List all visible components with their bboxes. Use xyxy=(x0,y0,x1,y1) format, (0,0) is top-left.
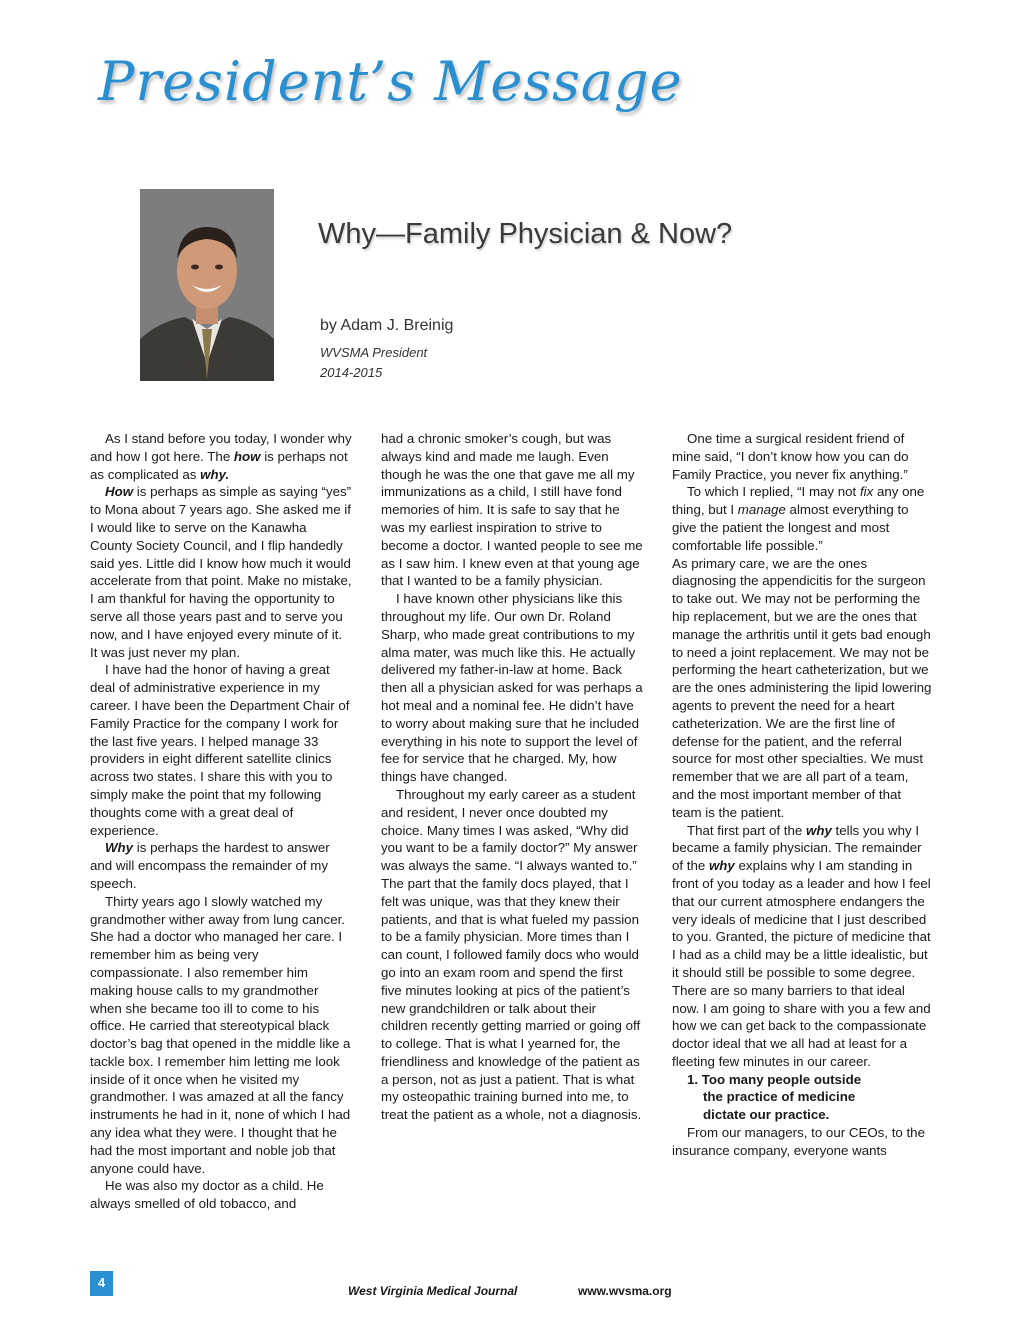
paragraph: To which I replied, “I may not fix any one thing, but I manage almost everything to give the patient the longest and most comfortable life possible.” xyxy=(672,484,925,553)
article-column-3 xyxy=(672,430,934,1160)
paragraph: One time a surgical resident friend of mine said, “I don’t know how you can do Family Practice, you never fix anything.” xyxy=(672,431,909,482)
paragraph: had a chronic smoker’s cough, but was always kind and made me laugh. Even though he was the one that gave me all my immunizations as a child, I still have fond memories of him. It is safe to say that he was my earliest inspiration to strive to become a doctor. I wanted people to see me as I saw him. I knew even at that young age that I wanted to be a family physician. xyxy=(381,431,643,589)
section-heading: 1. Too many people outside the practice of medicine dictate our practice. xyxy=(687,1071,862,1123)
author-role xyxy=(320,343,427,383)
website-url: www.wvsma.org xyxy=(578,1284,672,1298)
paragraph: Throughout my early career as a student and resident, I never once doubted my choice. Many times I was asked, “Why did you want to be a family doctor?” My answer was always the same. “I always wanted to.” The part that the family docs played, that I felt was unique, was that they knew their patients, and that is what fueled my passion to be a family physician. More times than I can count, I followed family docs who would go into an exam room and spend the first five minutes looking at pics of the patient’s new grandchildren or talk about their children recently getting married or going off to college. That is what I yearned for, the friendliness and knowledge of the patient as a person, not as just a patient. That is what my osteopathic training burned into me, to treat the patient as a whole, not a diagnosis. xyxy=(381,786,642,1123)
paragraph: That first part of the why tells you why I became a family physician. The remainder of the why explains why I am standing in front of you today as a leader and how I feel that our current atmosphere endangers the very ideals of medicine that I just described to you. Granted, the picture of medicine that I had as a child may be a little idealistic, but it should still be possible to some degree. There are so many barriers to that ideal now. I am going to share with you a few and how we can get back to the compassionate doctor ideal that we all had at least for a fleeting few minutes in our career. xyxy=(672,822,931,1069)
paragraph: As primary care, we are the ones diagnosing the appendicitis for the surgeon to take out. We may not be performing the hip replacement, but we are the ones that manage the arthritis until it gets bad enough to need a joint replacement. We may not be performing the heart catheterization, but we are the ones administering the lipid lowering agents to prevent the need for a heart catheterization. We are the first line of defense for the patient, and the referral source for most other specialties. We must remember that we are all part of a team, and the most important member of that team is the patient. xyxy=(672,555,932,820)
article-column-1 xyxy=(90,430,352,1213)
author-byline: by Adam J. Breinig xyxy=(320,317,454,334)
author-portrait-image xyxy=(140,189,274,381)
page-number: 4 xyxy=(90,1271,113,1296)
author-title: WVSMA President xyxy=(320,345,428,360)
paragraph: As I stand before you today, I wonder why and how I got here. The how is perhaps not as complicated as why. xyxy=(90,431,352,482)
section-title: President’s Message xyxy=(98,50,683,113)
paragraph: I have had the honor of having a great deal of administrative experience in my career. I have been the Department Chair of Family Practice for the company I work for the last five years. I helped manage 33 providers in eight different satellite clinics across two states. I share this with you to simply make the point that my following thoughts come with a great deal of experience. xyxy=(90,662,350,838)
journal-name: West Virginia Medical Journal xyxy=(348,1284,518,1298)
author-term: 2014-2015 xyxy=(320,365,383,380)
paragraph: Thirty years ago I slowly watched my grandmother wither away from lung cancer. She had a doctor who managed her care. I remember him as being very compassionate. I also remember him making house calls to my grandmother when she became too ill to come to his office. He carried that stereotypical black doctor’s bag that opened in the middle like a tackle box. I remember him letting me look inside of it once when he visited my grandmother. I was amazed at all the fancy instruments he had in it, none of which I had any idea what they were. I thought that he had the most important and noble job that anyone could have. xyxy=(90,893,351,1176)
paragraph: From our managers, to our CEOs, to the insurance company, everyone wants xyxy=(672,1125,925,1158)
author-photo xyxy=(140,189,274,381)
paragraph: Why is perhaps the hardest to answer and will encompass the remainder of my speech. xyxy=(90,840,330,891)
paragraph: He was also my doctor as a child. He always smelled of old tobacco, and xyxy=(90,1178,324,1212)
article-title: Why—Family Physician & Now? xyxy=(318,218,733,250)
article-column-2 xyxy=(381,430,643,1124)
paragraph: How is perhaps as simple as saying “yes” to Mona about 7 years ago. She asked me if I would like to serve on the Kanawha County Society Council, and I flip handedly said yes. Little did I know how much it would accelerate from that point. Make no mistake, I am thankful for having the opportunity to serve all those years past and to serve you now, and I have enjoyed every minute of it. It was just never my plan. xyxy=(90,484,352,660)
paragraph: I have known other physicians like this throughout my life. Our own Dr. Roland Sharp, who made great contributions to my alma mater, was much like this. He actually delivered my father-in-law at home. Back then all a physician asked for was perhaps a hot meal and a nominal fee. He didn’t have to worry about making sure that he included everything in his note to support the level of fee for service that he charged. My, how things have changed. xyxy=(381,591,643,785)
